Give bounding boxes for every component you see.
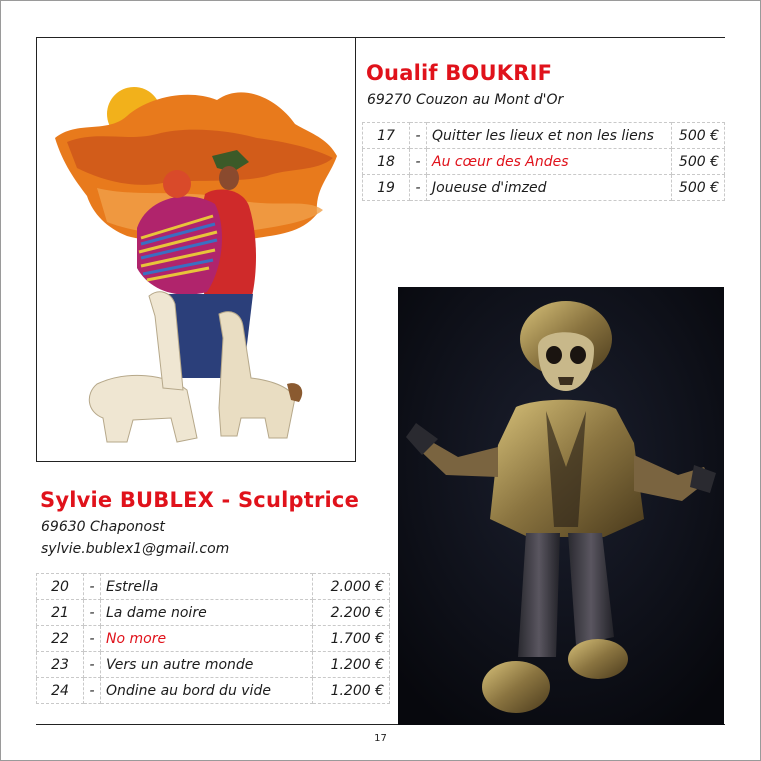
work-title: Joueuse d'imzed [427, 175, 672, 201]
artist-1-name: Oualif BOUKRIF [366, 61, 553, 85]
work-price: 500 € [672, 149, 725, 175]
work-number: 19 [363, 175, 410, 201]
work-price: 500 € [672, 175, 725, 201]
work-price: 1.200 € [313, 652, 390, 678]
table-row [37, 600, 390, 626]
work-title: Au cœur des Andes [427, 149, 672, 175]
work-number: 17 [363, 123, 410, 149]
artist-2-works-table [36, 573, 390, 704]
work-price: 2.000 € [313, 574, 390, 600]
work-number: 20 [37, 574, 84, 600]
left-shoe [482, 661, 550, 713]
work-title: Ondine au bord du vide [101, 678, 313, 704]
page-number: 17 [374, 733, 387, 744]
work-number: 24 [37, 678, 84, 704]
work-price: 1.200 € [313, 678, 390, 704]
work-title: No more [101, 626, 313, 652]
work-title: Estrella [101, 574, 313, 600]
work-dash: - [410, 175, 427, 201]
table-row [37, 626, 390, 652]
work-dash: - [410, 123, 427, 149]
work-dash: - [84, 652, 101, 678]
skeleton-sculpture-image [398, 287, 724, 725]
artist-1-works-table [362, 122, 725, 201]
right-shoe [568, 639, 628, 679]
llama-back [219, 312, 295, 438]
table-row [37, 574, 390, 600]
work-title: La dame noire [101, 600, 313, 626]
table-row [37, 678, 390, 704]
artist-2-name: Sylvie BUBLEX - Sculptrice [40, 488, 360, 512]
sculpture-photo [398, 287, 724, 725]
work-dash: - [84, 574, 101, 600]
top-rule [354, 37, 725, 38]
baby-shape [163, 170, 191, 198]
artist-1-address: 69270 Couzon au Mont d'Or [367, 92, 564, 108]
artist-2-email: sylvie.bublex1@gmail.com [41, 541, 230, 557]
work-price: 1.700 € [313, 626, 390, 652]
work-title: Quitter les lieux et non les liens [427, 123, 672, 149]
work-price: 2.200 € [313, 600, 390, 626]
work-price: 500 € [672, 123, 725, 149]
table-row [37, 652, 390, 678]
table-row [363, 149, 725, 175]
work-number: 21 [37, 600, 84, 626]
table-row [363, 123, 725, 149]
andean-painting-image [37, 38, 355, 461]
work-number: 23 [37, 652, 84, 678]
painting-frame [36, 37, 356, 462]
work-dash: - [84, 626, 101, 652]
face-shape [219, 166, 239, 190]
work-dash: - [410, 149, 427, 175]
work-title: Vers un autre monde [101, 652, 313, 678]
work-dash: - [84, 600, 101, 626]
artist-2-address: 69630 Chaponost [41, 519, 165, 535]
work-number: 22 [37, 626, 84, 652]
table-row [363, 175, 725, 201]
work-number: 18 [363, 149, 410, 175]
work-dash: - [84, 678, 101, 704]
